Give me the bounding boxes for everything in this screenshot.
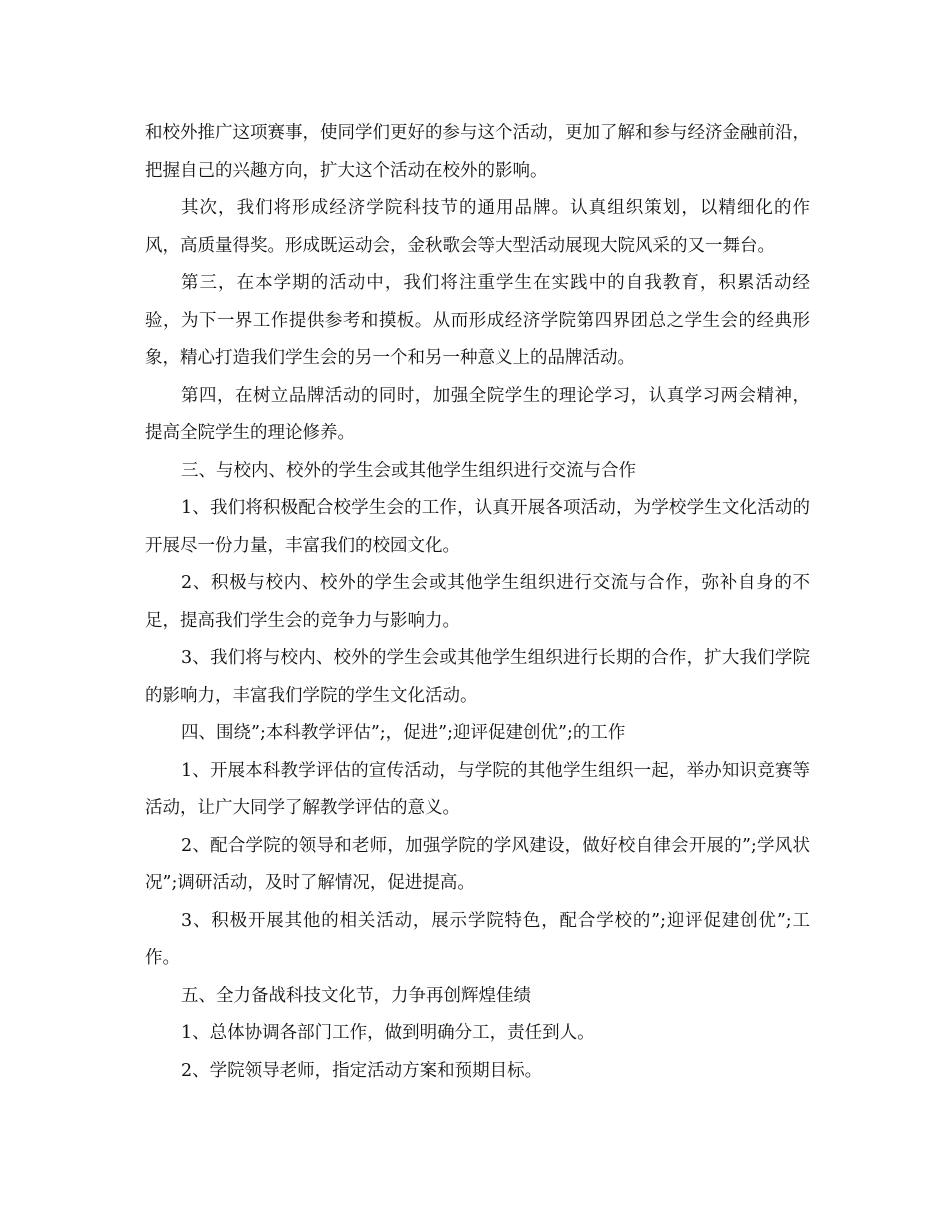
list-item-4-1: 1、开展本科教学评估的宣传活动，与学院的其他学生组织一起，举办知识竞赛等活动，让广大同学了解教学评估的意义。: [145, 760, 810, 818]
list-item-4-2: 2、配合学院的领导和老师，加强学院的学风建设，做好校自律会开展的”;学风状况”;调研活动，及时了解情况，促进提高。: [145, 835, 810, 893]
list-item-5-2: 2、学院领导老师，指定活动方案和预期目标。: [181, 1060, 543, 1081]
list-item-5-1: 1、总体协调各部门工作，做到明确分工，责任到人。: [181, 1023, 595, 1043]
list-item-4-3: 3、积极开展其他的相关活动，展示学院特色，配合学校的”;迎评促建创优”;工作。: [145, 910, 810, 968]
section-heading-three: 三、与校内、校外的学生会或其他学生组织进行交流与合作: [181, 460, 636, 481]
list-item-3-3: 3、我们将与校内、校外的学生会或其他学生组织进行长期的合作，扩大我们学院的影响力，丰富我们学院的学生文化活动。: [145, 648, 810, 706]
list-item-3-2: 2、积极与校内、校外的学生会或其他学生组织进行交流与合作，弥补自身的不足，提高我们学生会的竞争力与影响力。: [145, 573, 810, 631]
paragraph-third-point: 第三，在本学期的活动中，我们将注重学生在实践中的自我教育，积累活动经验，为下一界工作提供参考和摸板。从而形成经济学院第四界团总之学生会的经典形象，精心打造我们学生会的另一个和另一种意义上的品牌活动。: [145, 273, 810, 368]
list-item-3-1: 1、我们将积极配合校学生会的工作，认真开展各项活动，为学校学生文化活动的开展尽一份力量，丰富我们的校园文化。: [145, 498, 810, 556]
paragraph-intro-continuation: 和校外推广这项赛事，使同学们更好的参与这个活动，更加了解和参与经济金融前沿，把握自己的兴趣方向，扩大这个活动在校外的影响。: [145, 123, 810, 181]
paragraph-second-point: 其次，我们将形成经济学院科技节的通用品牌。认真组织策划，以精细化的作风，高质量得奖。形成既运动会，金秋歌会等大型活动展现大院风采的又一舞台。: [145, 198, 810, 256]
paragraph-fourth-point: 第四，在树立品牌活动的同时，加强全院学生的理论学习，认真学习两会精神，提高全院学生的理论修养。: [145, 385, 810, 443]
document-body: [145, 115, 810, 1090]
section-heading-four: 四、围绕”;本科教学评估”;，促进”;迎评促建创优”;的工作: [181, 723, 626, 743]
section-heading-five: 五、全力备战科技文化节，力争再创辉煌佳绩: [181, 985, 531, 1006]
